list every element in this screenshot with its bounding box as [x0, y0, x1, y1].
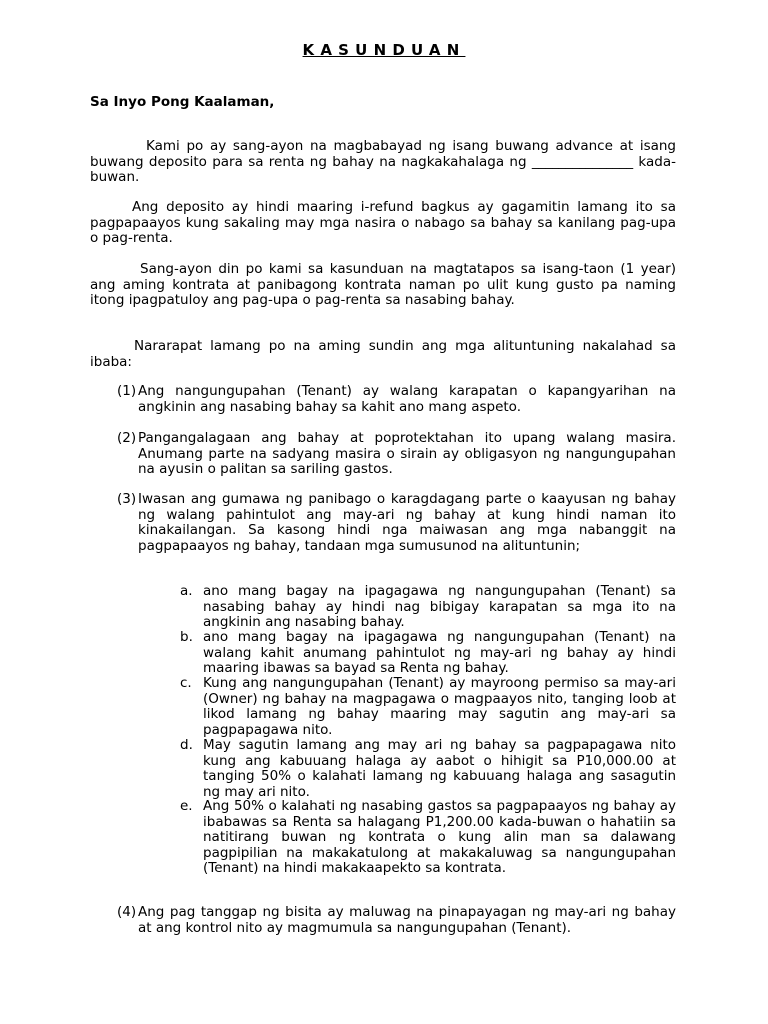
rule-number: (2) [117, 430, 137, 446]
rule-number: (3) [117, 491, 137, 507]
rule-number: (4) [117, 904, 137, 920]
rule-text: Ang nangungupahan (Tenant) ay walang karapatan o kapangyarihan na angkinin ang nasabing bahay sa kahit ano mang aspeto. [138, 383, 676, 415]
rule-item [117, 431, 676, 478]
rule-text: Ang pag tanggap ng bisita ay maluwag na pinapayagan ng may-ari ng bahay at ang kontrol nito ay magmumula sa nangungupahan (Tenant). [138, 904, 676, 936]
paragraph-payment: Kami po ay sang-ayon na magbabayad ng isang buwang advance at isang buwang deposito para sa renta ng bahay na nagkakahalaga ng _______________ kada-buwan. [90, 138, 676, 185]
salutation: Sa Inyo Pong Kaalaman, [90, 94, 275, 110]
subrule-item [180, 584, 676, 631]
subrule-text: ano mang bagay na ipagagawa ng nangungupahan (Tenant) na walang kahit anumang pahintulot ng may-ari ng bahay ay hindi maaring ibawas sa bayad sa Renta ng bahay. [203, 629, 676, 676]
subrule-text: ano mang bagay na ipagagawa ng nangungupahan (Tenant) sa nasabing bahay ay hindi nag bibigay karapatan sa mga ito na angkinin ang nasabing bahay. [203, 583, 676, 630]
subrule-letter: e. [180, 798, 193, 814]
paragraph-rules-intro: Nararapat lamang po na aming sundin ang mga alituntuning nakalahad sa ibaba: [90, 338, 676, 370]
rule-item [117, 492, 676, 554]
subrule-text: Ang 50% o kalahati ng nasabing gastos sa pagpapaayos ng bahay ay ibabawas sa Renta sa halagang P1,200.00 kada-buwan o hahatiin sa natitirang buwan ng kontrata o kung alin man sa dalawang pagpipilian na makakatulong at makakaluwag sa nangungupahan (Tenant) na hindi makakaapekto sa kontrata. [203, 798, 676, 876]
subrule-item [180, 676, 676, 738]
rule-text: Pangangalagaan ang bahay at poprotektahan ito upang walang masira. Anumang parte na sadyang masira o sirain ay obligasyon ng nangungupahan na ayusin o palitan sa sariling gastos. [138, 430, 676, 477]
rule-number: (1) [117, 383, 137, 399]
rule-item [117, 384, 676, 415]
document-title: KASUNDUAN [302, 41, 466, 59]
rule-item [117, 905, 676, 936]
rule-text: Iwasan ang gumawa ng panibago o karagdagang parte o kaayusan ng bahay ng walang pahintulot ang may-ari ng bahay at kung hindi naman ito kinakailangan. Sa kasong hindi nga maiwasan ang mga nabanggit na pagpapaayos ng bahay, tandaan mga sumusunod na alituntunin; [138, 491, 676, 554]
subrule-letter: b. [180, 629, 193, 645]
subrule-letter: d. [180, 737, 193, 753]
subrule-item [180, 799, 676, 877]
subrule-text: Kung ang nangungupahan (Tenant) ay mayroong permiso sa may-ari (Owner) ng bahay na magpagawa o magpaayos nito, tanging loob at likod lamang ng bahay maaring may sagutin ang may-ari sa pagpapagawa nito. [203, 675, 676, 738]
subrule-item [180, 738, 676, 800]
subrule-letter: c. [180, 675, 192, 691]
subrule-text: May sagutin lamang ang may ari ng bahay sa pagpapagawa nito kung ang kabuuang halaga ay aabot o hihigit sa P10,000.00 at tanging 50% o kalahati lamang ng kabuuang halaga ang sasagutin ng may ari nito. [203, 737, 676, 800]
paragraph-contract-term: Sang-ayon din po kami sa kasunduan na magtatapos sa isang-taon (1 year) ang aming kontrata at panibagong kontrata naman po ulit kung gusto pa naming itong ipagpatuloy ang pag-upa o pag-renta sa nasabing bahay. [90, 261, 676, 308]
paragraph-deposit: Ang deposito ay hindi maaring i-refund bagkus ay gagamitin lamang ito sa pagpapaayos kung sakaling may mga nasira o nabago sa bahay sa kanilang pag-upa o pag-renta. [90, 199, 676, 246]
subrule-letter: a. [180, 583, 193, 599]
subrule-item [180, 630, 676, 677]
